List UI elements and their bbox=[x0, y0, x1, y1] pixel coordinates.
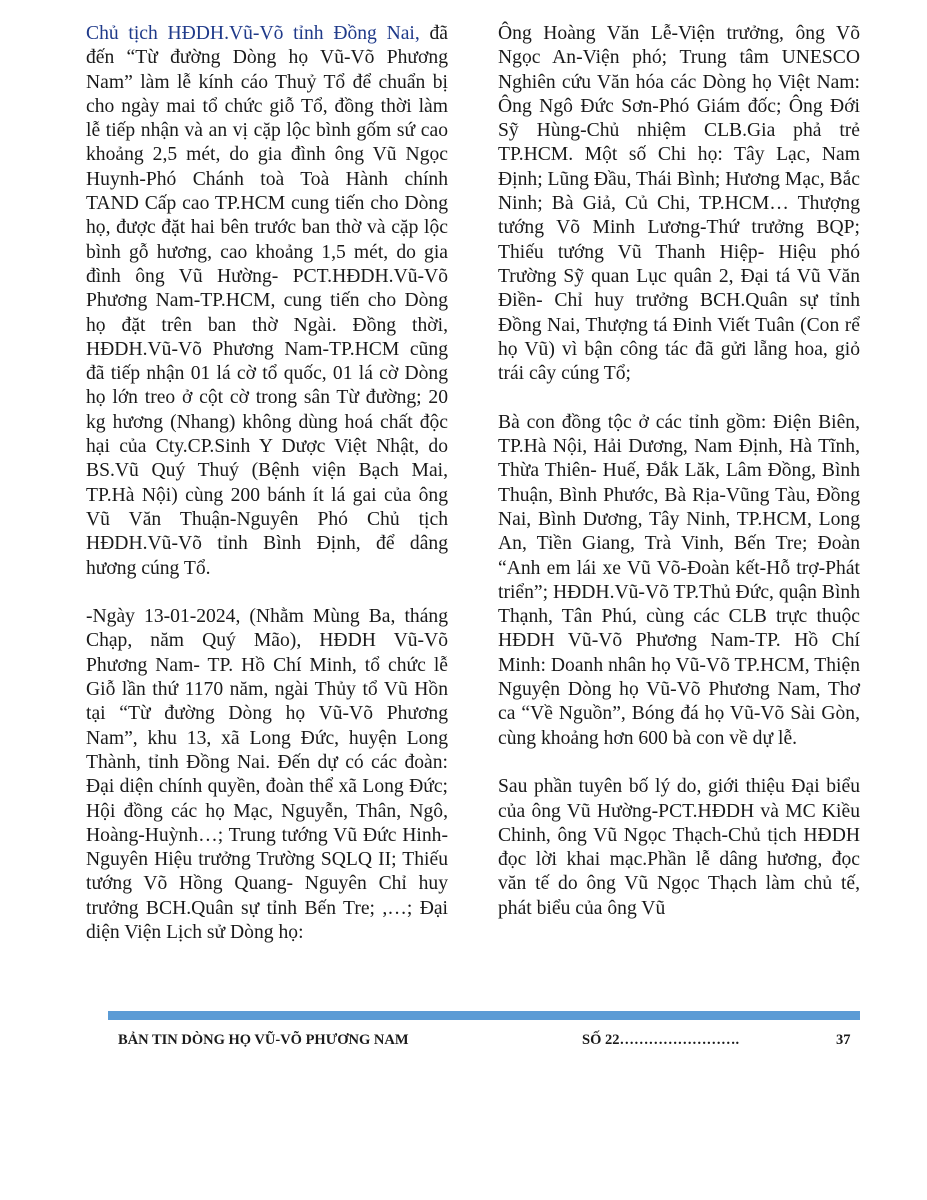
footer-divider bbox=[108, 1011, 860, 1020]
footer-page-number: 37 bbox=[836, 1032, 851, 1048]
footer-issue-number: SỐ 22……………………. bbox=[582, 1032, 740, 1048]
left-paragraph-1 bbox=[86, 22, 448, 581]
left-column bbox=[86, 22, 448, 970]
right-paragraph-1: Ông Hoàng Văn Lễ-Viện trưởng, ông Võ Ngọc An-Viện phó; Trung tâm UNESCO Nghiên cứu Văn hóa các Dòng họ Việt Nam: Ông Ngô Đức Sơn-Phó Giám đốc; Ông Đới Sỹ Hùng-Chủ nhiệm CLB.Gia phả trẻ TP.HCM. Một số Chi họ: Tây Lạc, Nam Định; Lũng Đầu, Thái Bình; Hương Mạc, Bắc Ninh; Bà Giả, Củ Chi, TP.HCM… Thượng tướng Võ Minh Lương-Thứ trưởng BQP; Thiếu tướng Vũ Thanh Hiệp- Hiệu phó Trường Sỹ quan Lục quân 2, Đại tá Vũ Văn Điền- Chỉ huy trưởng BCH.Quân sự tỉnh Đồng Nai, Thượng tá Đinh Viết Tuân (Con rể họ Vũ) vì bận công tác đã gửi lẵng hoa, giỏ trái cây cúng Tổ; bbox=[498, 23, 860, 385]
left-paragraph-2: -Ngày 13-01-2024, (Nhằm Mùng Ba, tháng Chạp, năm Quý Mão), HĐDH Vũ-Võ Phương Nam- TP. Hồ Chí Minh, tổ chức lễ Giỗ lần thứ 1170 năm, ngài Thủy tổ Vũ Hồn tại “Từ đường Dòng họ Vũ-Võ Phương Nam”, khu 13, xã Long Đức, huyện Long Thành, tỉnh Đồng Nai. Đến dự có các đoàn: Đại diện chính quyền, đoàn thể xã Long Đức; Hội đồng các họ Mạc, Nguyễn, Thân, Ngô, Hoàng-Huỳnh…; Trung tướng Vũ Đức Hinh-Nguyên Hiệu trưởng Trường SQLQ II; Thiếu tướng Võ Hồng Quang- Nguyên Chỉ huy trưởng BCH.Quân sự tỉnh Bến Tre; ,…; Đại diện Viện Lịch sử Dòng họ: bbox=[86, 606, 448, 943]
right-paragraph-3: Sau phần tuyên bố lý do, giới thiệu Đại biểu của ông Vũ Hường-PCT.HĐDH và MC Kiều Chinh, ông Vũ Ngọc Thạch-Chủ tịch HĐDH đọc lời khai mạc.Phần lễ dâng hương, đọc văn tế do ông Vũ Ngọc Thạch làm chủ tế, phát biểu của ông Vũ bbox=[498, 776, 860, 919]
left-paragraph-1-lead: Chủ tịch HĐDH.Vũ-Võ tỉnh Đồng Nai, bbox=[86, 23, 420, 44]
right-paragraph-2: Bà con đồng tộc ở các tỉnh gồm: Điện Biên, TP.Hà Nội, Hải Dương, Nam Định, Hà Tĩnh, Thừa Thiên- Huế, Đắk Lăk, Lâm Đồng, Bình Thuận, Bình Phước, Bà Rịa-Vũng Tàu, Đồng Nai, Bình Dương, Tây Ninh, TP.HCM, Long An, Tiền Giang, Trà Vinh, Bến Tre; Đoàn “Anh em lái xe Vũ Võ-Đoàn kết-Hỗ trợ-Phát triển”; HĐDH.Vũ-Võ TP.Thủ Đức, quận Bình Thạnh, Tân Phú, cùng các CLB trực thuộc HĐDH Vũ-Võ Phương Nam-TP. Hồ Chí Minh: Doanh nhân họ Vũ-Võ TP.HCM, Thiện Nguyện Dòng họ Vũ-Võ Phương Nam, Thơ ca “Về Nguồn”, Bóng đá họ Vũ-Võ Sài Gòn, cùng khoảng hơn 600 bà con về dự lễ. bbox=[498, 411, 860, 749]
right-column bbox=[498, 22, 860, 945]
footer-publication-title: BẢN TIN DÒNG HỌ VŨ-VÕ PHƯƠNG NAM bbox=[118, 1032, 409, 1048]
left-paragraph-1-body: đã đến “Từ đường Dòng họ Vũ-Võ Phương Nam” làm lễ kính cáo Thuỷ Tổ để chuẩn bị cho ngày mai tổ chức giỗ Tổ, đồng thời làm lễ tiếp nhận và an vị cặp lộc bình gốm sứ cao khoảng 2,5 mét, do gia đình ông Vũ Ngọc Huynh-Phó Chánh toà Toà Hành chính TAND Cấp cao TP.HCM cung tiến cho Dòng họ, được đặt hai bên trước ban thờ và cặp lộc bình gỗ hương, cao khoảng 1,5 mét, do gia đình ông Vũ Hường- PCT.HĐDH.Vũ-Võ Phương Nam-TP.HCM, cung tiến cho Dòng họ đặt trên ban thờ Ngài. Đồng thời, HĐDH.Vũ-Võ Phương Nam-TP.HCM cũng đã tiếp nhận 01 lá cờ tổ quốc, 01 lá cờ Dòng họ lớn treo ở cột cờ trong sân Từ đường; 20 kg hương (Nhang) không dùng hoá chất độc hại của Cty.CP.Sinh Y Dược Việt Nhật, do BS.Vũ Quý Thuý (Bệnh viện Bạch Mai, TP.Hà Nội) cùng 200 bánh ít lá gai của ông Vũ Văn Thuận-Nguyên Phó Chủ tịch HĐDH.Vũ-Võ tỉnh Bình Định, để dâng hương cúng Tổ. bbox=[86, 23, 448, 579]
